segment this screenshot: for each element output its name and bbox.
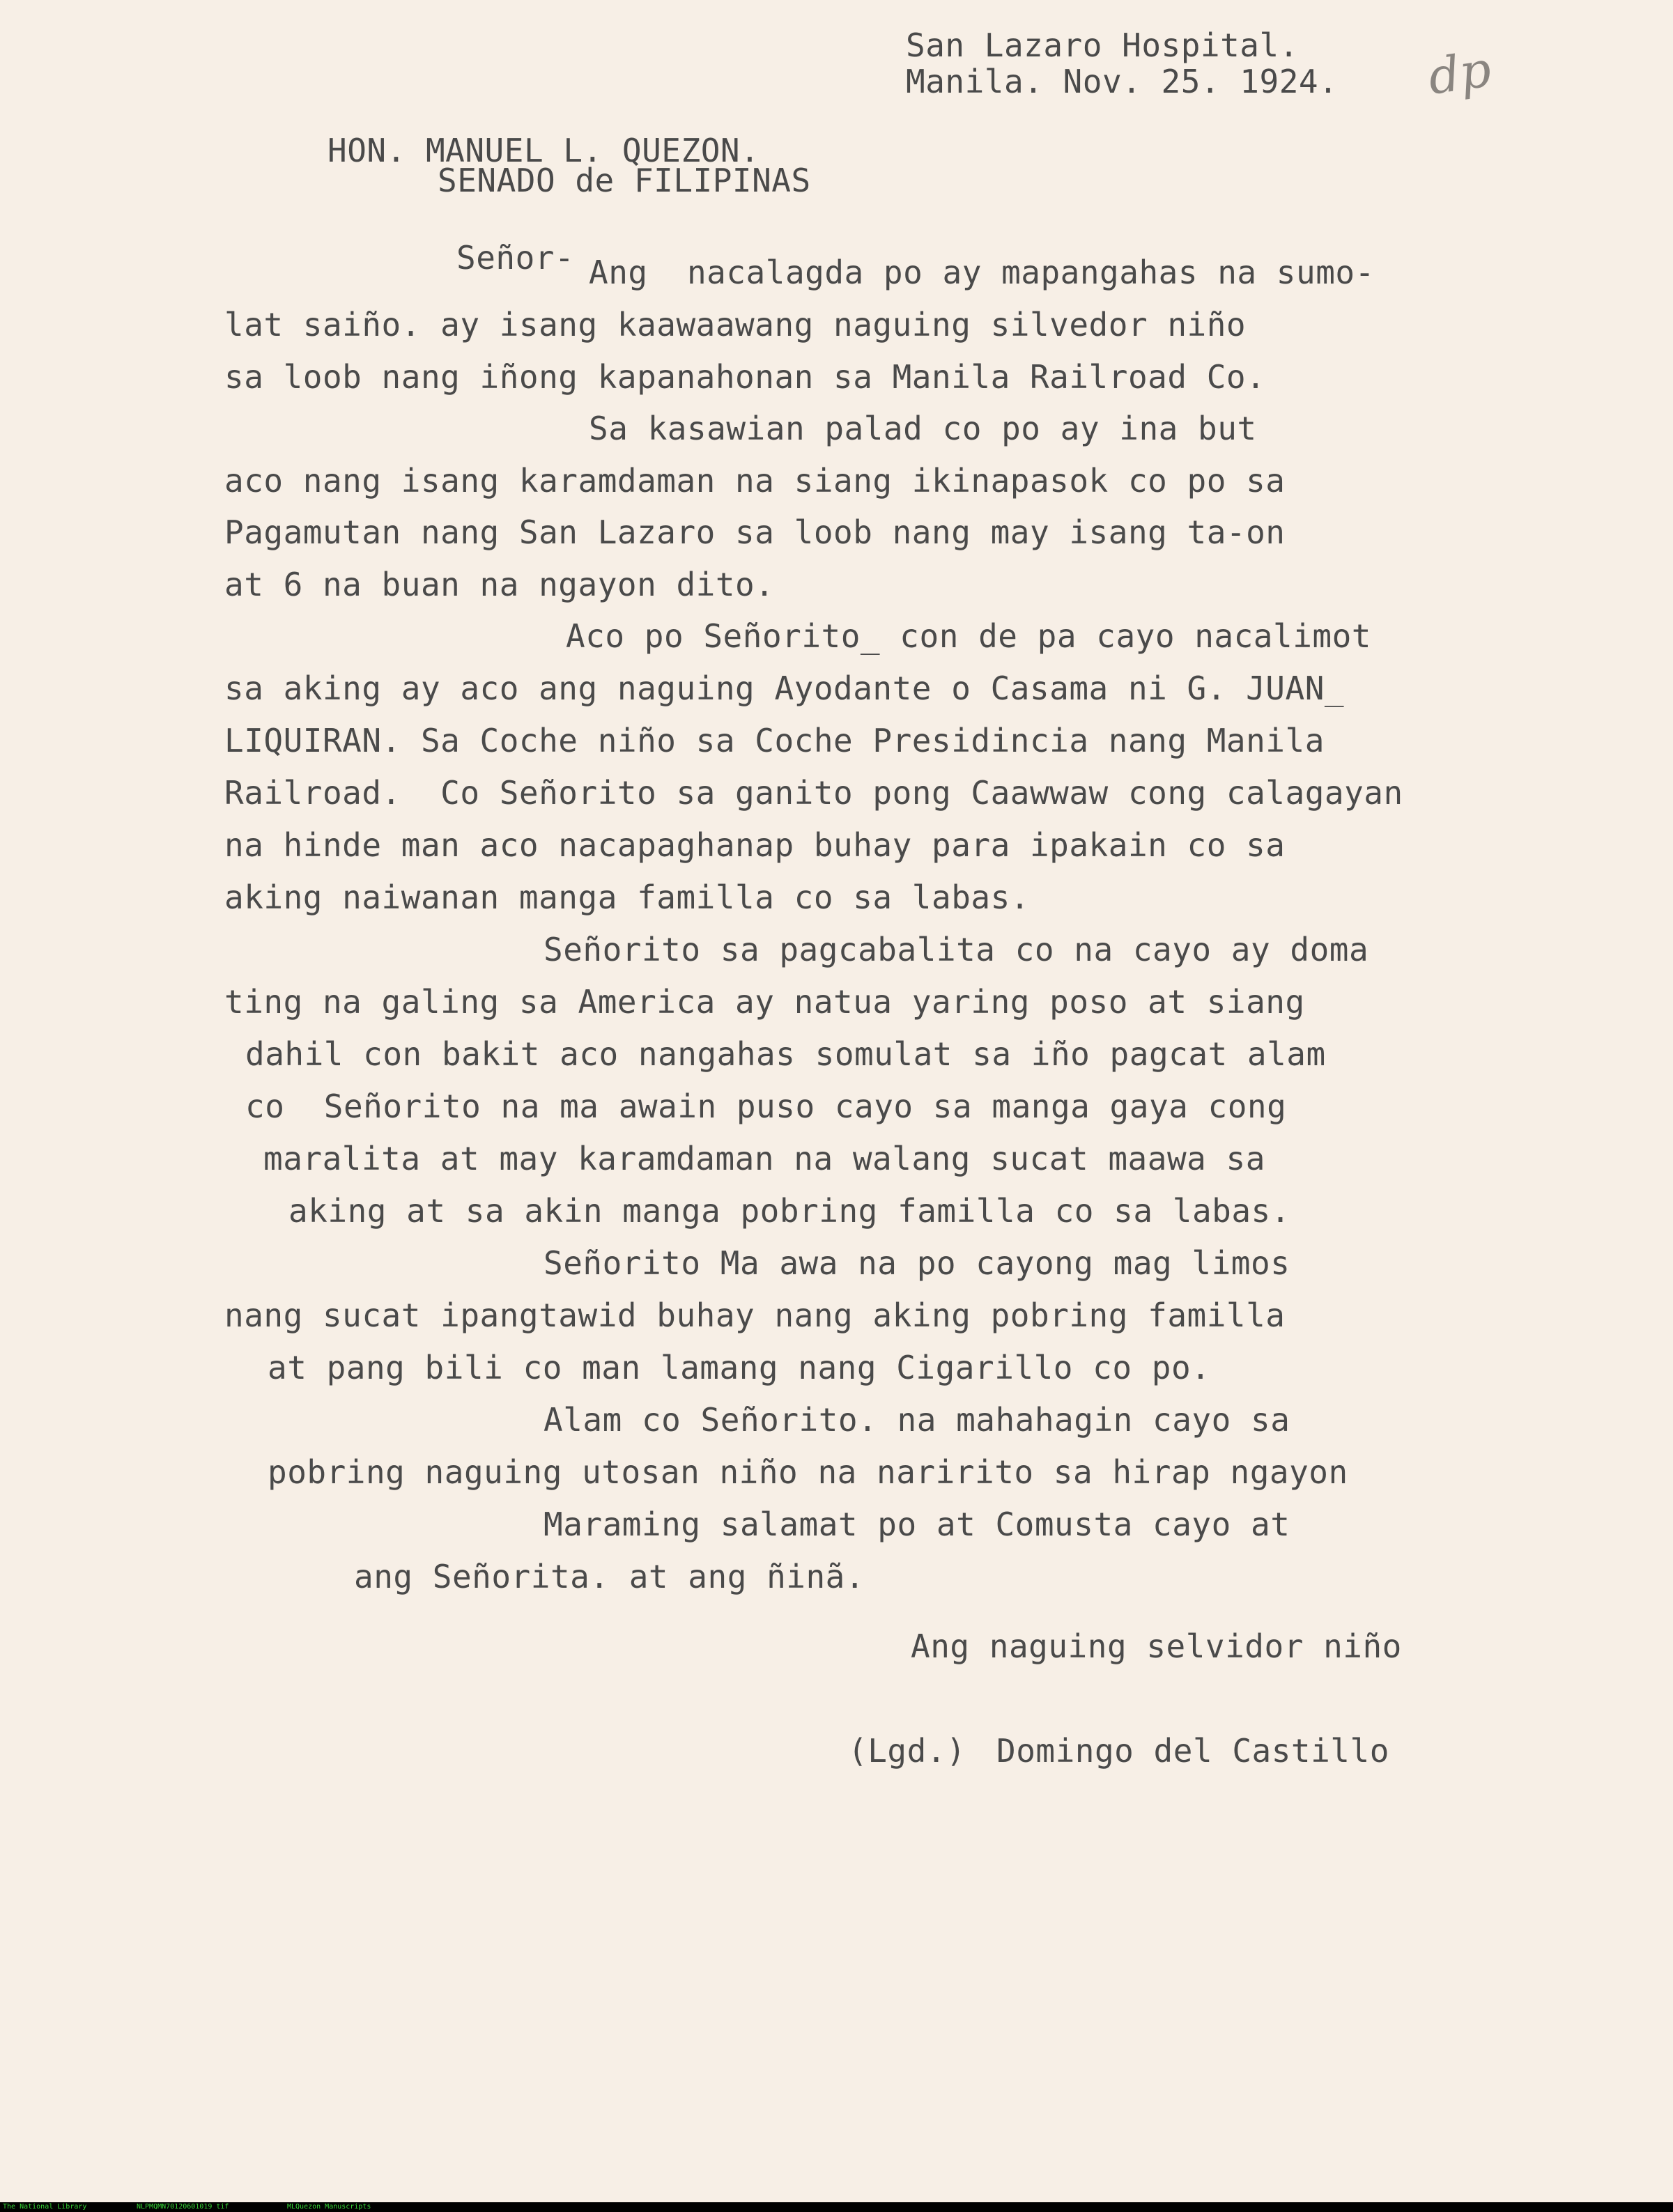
body-line: Aco po Señorito_ con de pa cayo nacalimot <box>566 617 1371 655</box>
footer-collection: MLQuezon Manuscripts <box>287 2203 371 2211</box>
body-line: at pang bili co man lamang nang Cigarillo co po. <box>268 1349 1211 1386</box>
body-line: Maraming salamat po at Comusta cayo at <box>543 1506 1290 1543</box>
body-line: maralita at may karamdaman na walang sucat maawa sa <box>263 1140 1265 1177</box>
signature-mark: (Lgd.) <box>848 1732 966 1770</box>
body-line: Sa kasawian palad co po ay ina but <box>589 410 1257 447</box>
body-line: Pagamutan nang San Lazaro sa loob nang may isang ta-on <box>224 513 1286 551</box>
body-line: Ang nacalagda po ay mapangahas na sumo- <box>589 254 1375 291</box>
footer-file-id: NLPMQMN70120601019 tif <box>137 2203 229 2211</box>
body-line: Alam co Señorito. na mahahagin cayo sa <box>543 1401 1290 1439</box>
body-line: Railroad. Co Señorito sa ganito pong Caawwaw cong calagayan <box>224 774 1403 812</box>
body-line: co Señorito na ma awain puso cayo sa manga gaya cong <box>245 1088 1287 1125</box>
body-line: dahil con bakit aco nangahas somulat sa iño pagcat alam <box>245 1035 1326 1073</box>
sender-address: San Lazaro Hospital. <box>906 26 1299 64</box>
closing: Ang naguing selvidor niño <box>911 1627 1402 1665</box>
body-line: aking at sa akin manga pobring familla co sa labas. <box>288 1192 1290 1230</box>
body-line: at 6 na buan na ngayon dito. <box>224 566 775 603</box>
handwritten-mark: dp <box>1424 40 1495 106</box>
body-line: ang Señorita. at ang ñinã. <box>354 1558 865 1595</box>
body-line: Señorito Ma awa na po cayong mag limos <box>543 1244 1290 1282</box>
body-line: sa loob nang iñong kapanahonan sa Manila Railroad Co. <box>224 358 1266 396</box>
letter-date: Manila. Nov. 25. 1924. <box>906 63 1339 100</box>
body-line: aco nang isang karamdaman na siang ikinapasok co po sa <box>224 462 1286 500</box>
signature-name: Domingo del Castillo <box>996 1732 1389 1770</box>
recipient-name: HON. MANUEL L. QUEZON. <box>327 132 760 169</box>
body-line: aking naiwanan manga familla co sa labas. <box>224 879 1030 916</box>
recipient-office: SENADO de FILIPINAS <box>438 162 811 199</box>
archive-footer <box>0 2202 1673 2212</box>
salutation: Señor- <box>456 239 575 277</box>
body-line: ting na galing sa America ay natua yaring poso at siang <box>224 983 1305 1021</box>
body-line: nang sucat ipangtawid buhay nang aking pobring familla <box>224 1297 1286 1334</box>
body-line: pobring naguing utosan niño na naririto sa hirap ngayon <box>268 1453 1348 1491</box>
footer-library: The National Library <box>3 2203 87 2211</box>
body-line: na hinde man aco nacapaghanap buhay para ipakain co sa <box>224 826 1286 864</box>
body-line: sa aking ay aco ang naguing Ayodante o Casama ni G. JUAN_ <box>224 670 1345 707</box>
body-line: LIQUIRAN. Sa Coche niño sa Coche Presidincia nang Manila <box>224 722 1325 759</box>
body-line: Señorito sa pagcabalita co na cayo ay doma <box>543 931 1369 968</box>
body-line: lat saiño. ay isang kaawaawang naguing silvedor niño <box>224 306 1247 343</box>
